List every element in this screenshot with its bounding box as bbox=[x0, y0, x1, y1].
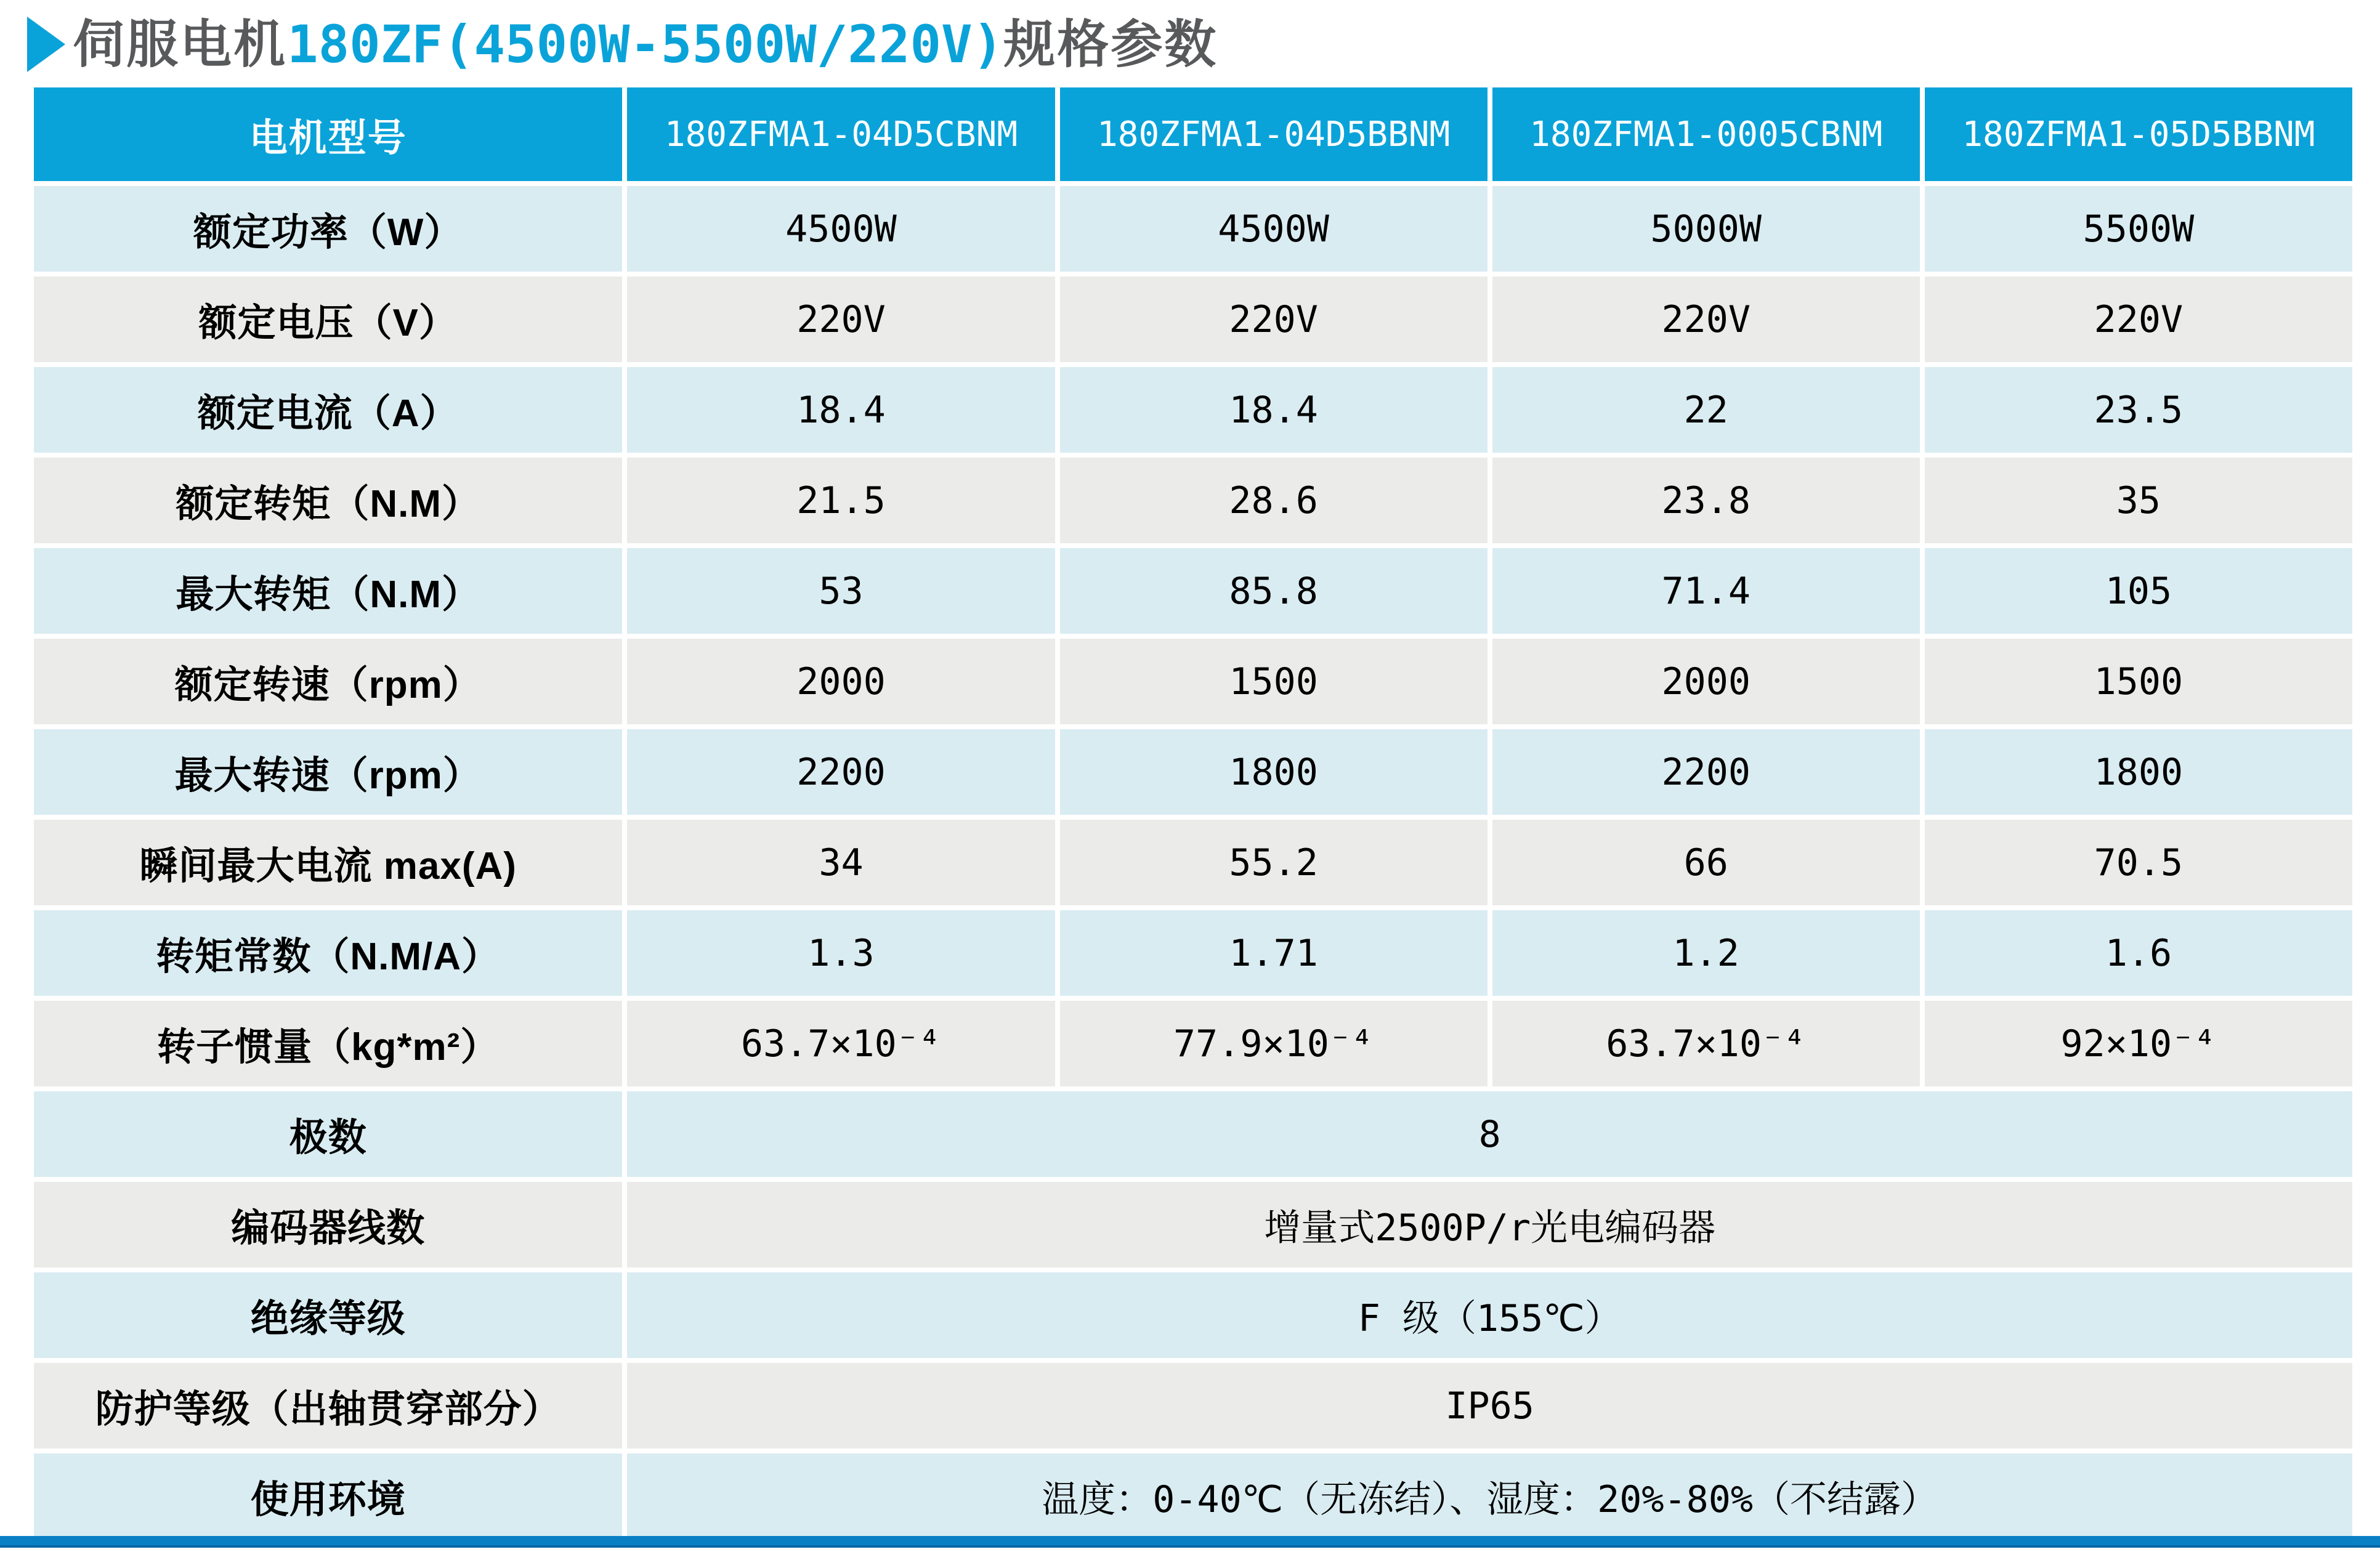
cell-value: 1500 bbox=[1060, 639, 1488, 724]
row-label: 额定转速（rpm） bbox=[34, 639, 622, 724]
cell-value: 92×10⁻⁴ bbox=[1925, 1001, 2352, 1086]
cell-value: 2000 bbox=[627, 639, 1054, 724]
row-label: 额定转矩（N.M） bbox=[34, 458, 622, 543]
cell-value: 4500W bbox=[627, 186, 1054, 272]
spec-table bbox=[29, 83, 2357, 1544]
page-title bbox=[27, 6, 2380, 83]
cell-value: 1.6 bbox=[1925, 910, 2352, 996]
title-text-suffix: 规格参数 bbox=[1003, 15, 1218, 73]
table-row-rated-speed bbox=[34, 639, 2352, 724]
cell-value: 2200 bbox=[1492, 729, 1920, 815]
cell-value: 23.8 bbox=[1492, 458, 1920, 543]
cell-value: 63.7×10⁻⁴ bbox=[1492, 1001, 1920, 1086]
cell-value: 1500 bbox=[1925, 639, 2352, 724]
cell-value: 1800 bbox=[1925, 729, 2352, 815]
table-row-rated-current bbox=[34, 367, 2352, 453]
header-model-2: 180ZFMA1-04D5BBNM bbox=[1060, 87, 1488, 181]
cell-value: 1.3 bbox=[627, 910, 1054, 996]
table-row-encoder-lines bbox=[34, 1182, 2352, 1267]
cell-value: 77.9×10⁻⁴ bbox=[1060, 1001, 1488, 1086]
triangle-bullet-icon bbox=[27, 17, 65, 72]
cell-value: 220V bbox=[1925, 277, 2352, 362]
cell-value: 2200 bbox=[627, 729, 1054, 815]
table-row-rated-torque bbox=[34, 458, 2352, 543]
cell-value: 1.2 bbox=[1492, 910, 1920, 996]
row-label: 最大转矩（N.M） bbox=[34, 548, 622, 634]
cell-value: 220V bbox=[1492, 277, 1920, 362]
cell-value: 66 bbox=[1492, 820, 1920, 905]
header-model-1: 180ZFMA1-04D5CBNM bbox=[627, 87, 1054, 181]
cell-value: 18.4 bbox=[627, 367, 1054, 453]
table-row-max-speed bbox=[34, 729, 2352, 815]
table-row-rated-power bbox=[34, 186, 2352, 272]
footer-accent-line bbox=[0, 1545, 2380, 1548]
cell-value: 34 bbox=[627, 820, 1054, 905]
row-label: 编码器线数 bbox=[34, 1182, 622, 1267]
cell-value: 220V bbox=[627, 277, 1054, 362]
table-row-operating-environment bbox=[34, 1453, 2352, 1539]
table-row-rated-voltage bbox=[34, 277, 2352, 362]
cell-value: 2000 bbox=[1492, 639, 1920, 724]
table-row-protection-class bbox=[34, 1363, 2352, 1449]
row-label: 防护等级（出轴贯穿部分） bbox=[34, 1363, 622, 1449]
row-label: 瞬间最大电流 max(A) bbox=[34, 820, 622, 905]
row-label: 额定功率（W） bbox=[34, 186, 622, 272]
header-model-4: 180ZFMA1-05D5BBNM bbox=[1925, 87, 2352, 181]
title-model-range: 180ZF(4500W-5500W/220V) bbox=[287, 14, 1004, 75]
row-label: 极数 bbox=[34, 1091, 622, 1177]
header-motor-model: 电机型号 bbox=[34, 87, 622, 181]
cell-value: 28.6 bbox=[1060, 458, 1488, 543]
table-row-pole-count bbox=[34, 1091, 2352, 1177]
cell-value: 85.8 bbox=[1060, 548, 1488, 634]
cell-value-merged: 温度：0-40℃（无冻结）、湿度：20%-80%（不结露） bbox=[627, 1453, 2352, 1539]
cell-value: 23.5 bbox=[1925, 367, 2352, 453]
cell-value: 220V bbox=[1060, 277, 1488, 362]
row-label: 最大转速（rpm） bbox=[34, 729, 622, 815]
cell-value: 105 bbox=[1925, 548, 2352, 634]
cell-value: 4500W bbox=[1060, 186, 1488, 272]
cell-value-merged: F 级（155℃） bbox=[627, 1272, 2352, 1358]
cell-value: 1800 bbox=[1060, 729, 1488, 815]
cell-value: 5000W bbox=[1492, 186, 1920, 272]
table-row-rotor-inertia bbox=[34, 1001, 2352, 1086]
title-text-prefix: 伺服电机 bbox=[73, 15, 288, 73]
row-label: 转矩常数（N.M/A） bbox=[34, 910, 622, 996]
row-label: 额定电压（V） bbox=[34, 277, 622, 362]
table-row-insulation-class bbox=[34, 1272, 2352, 1358]
cell-value: 21.5 bbox=[627, 458, 1054, 543]
cell-value: 70.5 bbox=[1925, 820, 2352, 905]
cell-value: 18.4 bbox=[1060, 367, 1488, 453]
cell-value: 71.4 bbox=[1492, 548, 1920, 634]
cell-value: 5500W bbox=[1925, 186, 2352, 272]
table-row-torque-constant bbox=[34, 910, 2352, 996]
cell-value: 55.2 bbox=[1060, 820, 1488, 905]
cell-value-merged: 增量式2500P/r光电编码器 bbox=[627, 1182, 2352, 1267]
cell-value: 22 bbox=[1492, 367, 1920, 453]
row-label: 转子惯量（kg*m²） bbox=[34, 1001, 622, 1086]
cell-value: 35 bbox=[1925, 458, 2352, 543]
table-row-max-torque bbox=[34, 548, 2352, 634]
cell-value: 53 bbox=[627, 548, 1054, 634]
cell-value-merged: IP65 bbox=[627, 1363, 2352, 1449]
footer-accent-bar bbox=[0, 1536, 2380, 1545]
cell-value: 63.7×10⁻⁴ bbox=[627, 1001, 1054, 1086]
row-label: 使用环境 bbox=[34, 1453, 622, 1539]
table-header-row bbox=[34, 87, 2352, 181]
header-model-3: 180ZFMA1-0005CBNM bbox=[1492, 87, 1920, 181]
cell-value-merged: 8 bbox=[627, 1091, 2352, 1177]
row-label: 额定电流（A） bbox=[34, 367, 622, 453]
table-row-instant-max-current bbox=[34, 820, 2352, 905]
cell-value: 1.71 bbox=[1060, 910, 1488, 996]
row-label: 绝缘等级 bbox=[34, 1272, 622, 1358]
